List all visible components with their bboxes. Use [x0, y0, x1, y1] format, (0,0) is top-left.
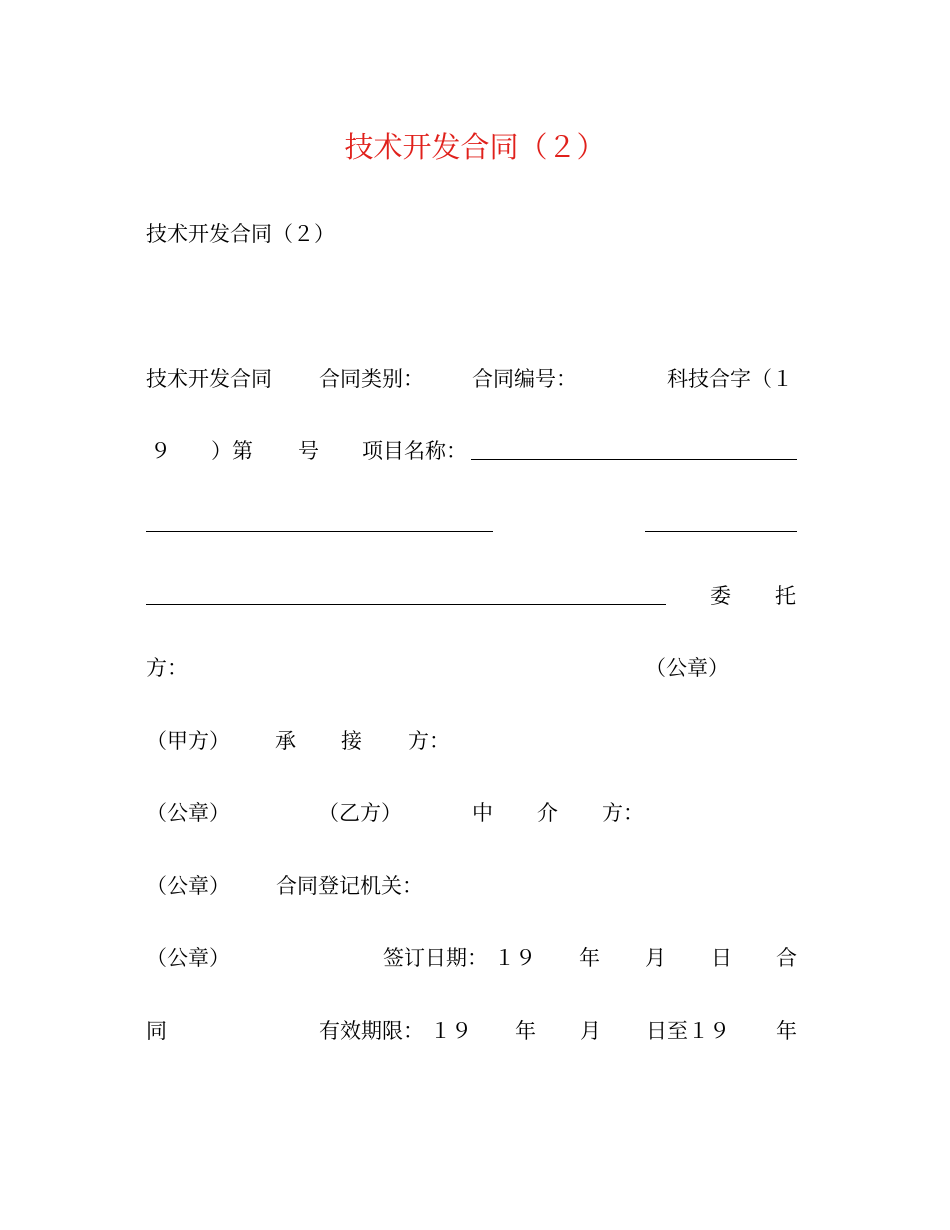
validity-start-year-prefix: １９ [430, 1019, 472, 1043]
agent-label-2: 介 [537, 801, 558, 825]
contract-name: 技术开发合同 [146, 367, 272, 391]
registry-label: 合同登记机关： [276, 874, 423, 898]
agent-seal: （公章） [146, 874, 230, 898]
contract-label-1: 合 [776, 946, 797, 970]
signed-day-unit: 日 [711, 946, 732, 970]
client-seal: （公章） [645, 656, 729, 680]
signed-year-unit: 年 [579, 946, 600, 970]
number-suffix: 号 [298, 439, 319, 463]
document-subtitle: 技术开发合同（２） [146, 222, 335, 246]
signed-month-unit: 月 [645, 946, 666, 970]
number-close: ）第 [211, 439, 253, 463]
project-label: 项目名称： [362, 439, 467, 463]
signed-year-prefix: １９ [494, 946, 536, 970]
category-label: 合同类别： [319, 367, 424, 391]
agent-label-1: 中 [472, 801, 493, 825]
project-name-blank [471, 459, 797, 460]
document-title: 技术开发合同（２） [344, 130, 606, 164]
project-name-blank [645, 531, 797, 532]
validity-label: 有效期限： [319, 1019, 424, 1043]
client-label-1: 委 [710, 584, 731, 608]
project-name-blank [146, 604, 666, 605]
client-label-2: 托 [775, 584, 796, 608]
contractor-label-2: 接 [341, 729, 362, 753]
number-year: ９ [150, 439, 171, 463]
validity-end-year-unit: 年 [776, 1019, 797, 1043]
validity-start-month-unit: 月 [580, 1019, 601, 1043]
party-b-label: （乙方） [318, 801, 402, 825]
registry-seal: （公章） [146, 946, 230, 970]
contractor-label-1: 承 [275, 729, 296, 753]
party-a-label: （甲方） [146, 729, 230, 753]
number-label: 合同编号： [472, 367, 577, 391]
client-label-3: 方： [146, 656, 188, 680]
number-prefix: 科技合字（１ [667, 367, 793, 391]
project-name-blank [146, 531, 493, 532]
contractor-label-3: 方： [408, 729, 450, 753]
validity-end-year-prefix: 日至１９ [646, 1019, 730, 1043]
agent-label-3: 方： [602, 801, 644, 825]
validity-start-year-unit: 年 [515, 1019, 536, 1043]
signed-date-label: 签订日期： [383, 946, 488, 970]
contract-label-2: 同 [146, 1019, 167, 1043]
contractor-seal: （公章） [146, 801, 230, 825]
